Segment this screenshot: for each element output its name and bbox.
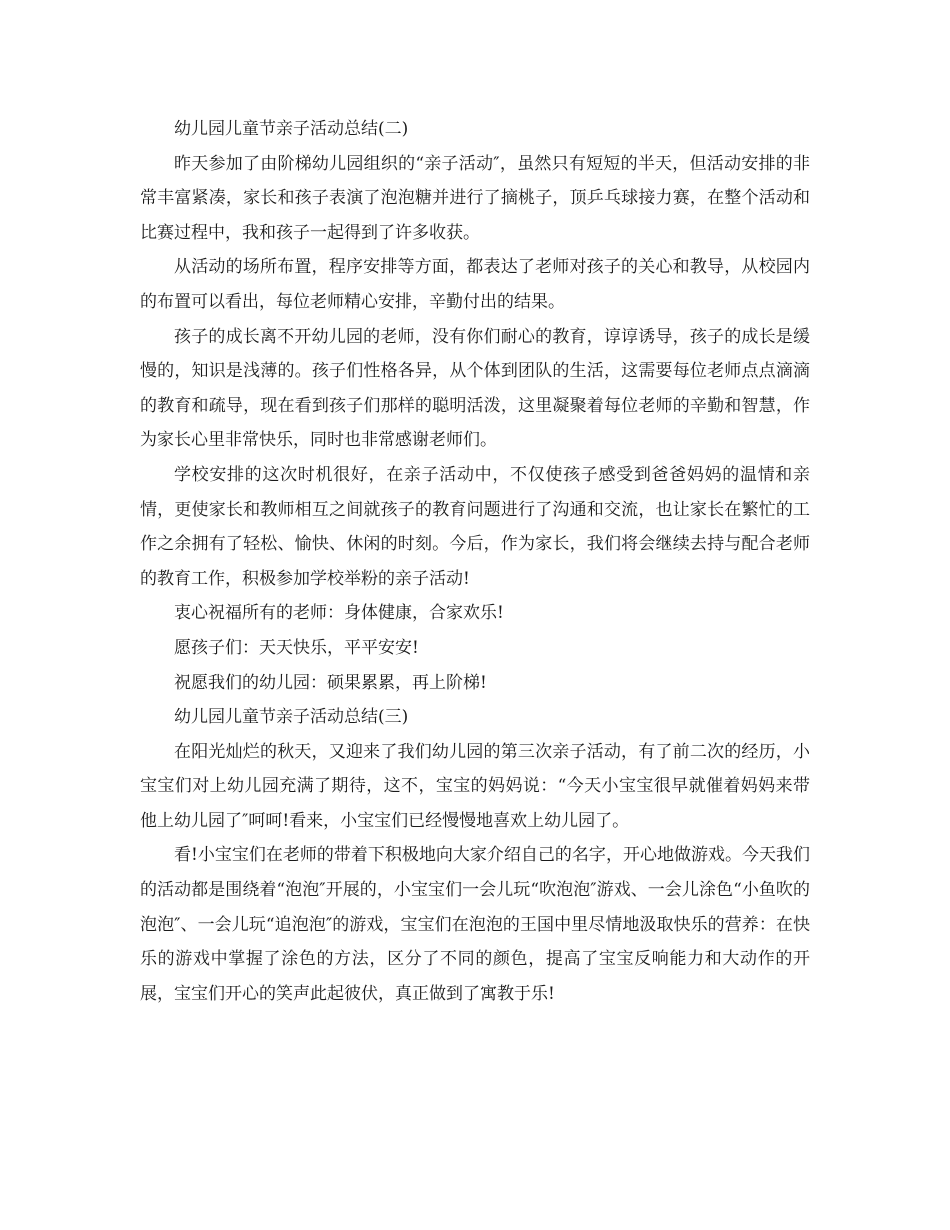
body-paragraph: 孩子的成长离不开幼儿园的老师，没有你们耐心的教育，谆谆诱导，孩子的成长是缓慢的，知识是浅薄的。孩子们性格各异，从个体到团队的生活，这需要每位老师点点滴滴的教育和疏导，现在看到孩子们那样的聪明活泼，这里凝聚着每位老师的辛勤和智慧，作为家长心里非常快乐，同时也非常感谢老师们。 [140, 326, 810, 451]
body-paragraph: 昨天参加了由阶梯幼儿园组织的“亲子活动″，虽然只有短短的半天，但活动安排的非常丰富紧凑，家长和孩子表演了泡泡糖并进行了摘桃子，顶乒乓球接力赛，在整个活动和比赛过程中，我和孩子一起得到了许多收获。 [140, 153, 810, 243]
body-paragraph: 学校安排的这次时机很好，在亲子活动中，不仅使孩子感受到爸爸妈妈的温情和亲情，更使家长和教师相互之间就孩子的教育问题进行了沟通和交流，也让家长在繁忙的工作之余拥有了轻松、愉快、休闲的时刻。今后，作为家长，我们将会继续去持与配合老师的教育工作，积极参加学校举粉的亲子活动! [140, 464, 810, 589]
section-heading: 幼儿园儿童节亲子活动总结(二) [174, 119, 409, 139]
body-paragraph: 看!小宝宝们在老师的带着下积极地向大家介绍自己的名字，开心地做游戏。今天我们的活动都是围绕着“泡泡″开展的，小宝宝们一会儿玩“吹泡泡″游戏、一会儿涂色“小鱼吹的泡泡″、一会儿玩“追泡泡″的游戏，宝宝们在泡泡的王国中里尽情地汲取快乐的营养：在快乐的游戏中掌握了涂色的方法，区分了不同的颜色，提高了宝宝反响能力和大动作的开展，宝宝们开心的笑声此起彼伏，真正做到了寓教于乐! [140, 845, 810, 1004]
body-paragraph: 愿孩子们：天天快乐，平平安安! [174, 637, 419, 658]
body-paragraph: 从活动的场所布置，程序安排等方面，都表达了老师对孩子的关心和教导，从校园内的布置可以看出，每位老师精心安排，辛勤付出的结果。 [140, 257, 810, 312]
body-paragraph: 衷心祝福所有的老师：身体健康，合家欢乐! [174, 603, 504, 624]
document-page [140, 112, 810, 1011]
body-paragraph: 在阳光灿烂的秋天，又迎来了我们幼儿园的第三次亲子活动，有了前二次的经历，小宝宝们对上幼儿园充满了期待，这不，宝宝的妈妈说：“今天小宝宝很早就催着妈妈来带他上幼儿园了″呵呵!看来，小宝宝们已经慢慢地喜欢上幼儿园了。 [140, 741, 810, 831]
section-heading: 幼儿园儿童节亲子活动总结(三) [174, 707, 409, 728]
body-paragraph: 祝愿我们的幼儿园：硕果累累，再上阶梯! [174, 672, 487, 693]
